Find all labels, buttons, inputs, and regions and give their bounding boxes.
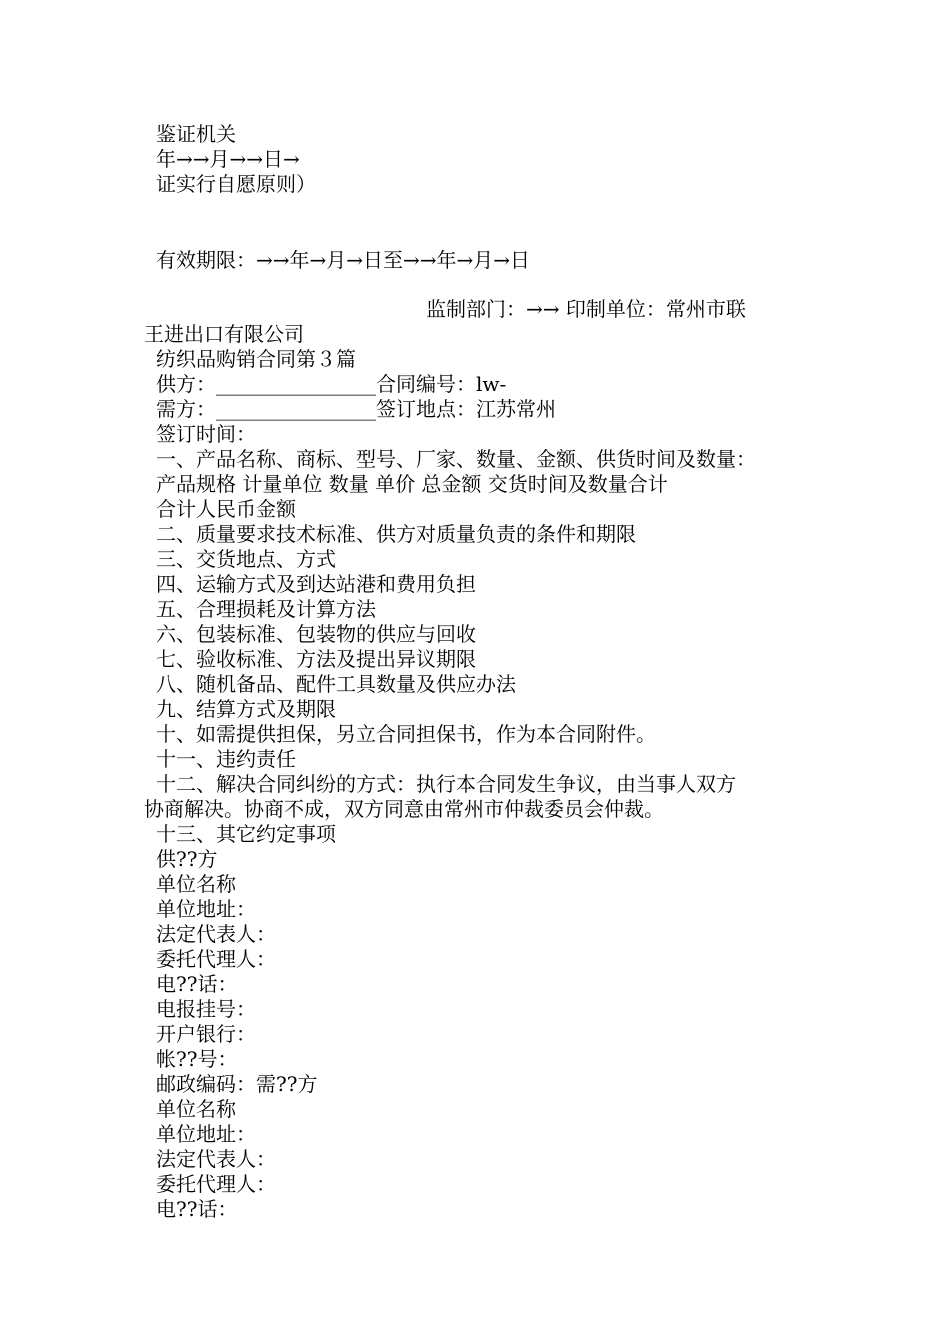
text-line: 六、包装标准、包装物的供应与回收 bbox=[156, 622, 476, 646]
text-line: 证实行自愿原则） bbox=[156, 172, 316, 196]
text-line: 八、随机备品、配件工具数量及供应办法 bbox=[156, 672, 516, 696]
text-line: 电??话： bbox=[156, 1197, 238, 1221]
text-line: 开户银行： bbox=[156, 1022, 256, 1046]
text-line: 电??话： bbox=[156, 972, 238, 996]
text-line: 法定代表人： bbox=[156, 922, 276, 946]
text-line: 纺织品购销合同第３篇 bbox=[156, 347, 356, 371]
text-line: 单位地址： bbox=[156, 1122, 256, 1146]
text-line: 年→→月→→日→ bbox=[156, 147, 300, 171]
text-line: 供??方 bbox=[156, 847, 218, 871]
text-line: 供方：________________合同编号：lw- bbox=[156, 372, 507, 396]
text-line: 合计人民币金额 bbox=[156, 497, 296, 521]
text-line: 十二、解决合同纠纷的方式：执行本合同发生争议，由当事人双方 bbox=[156, 772, 736, 796]
text-line: 十三、其它约定事项 bbox=[156, 822, 336, 846]
text-line: 七、验收标准、方法及提出异议期限 bbox=[156, 647, 476, 671]
text-line: 单位地址： bbox=[156, 897, 256, 921]
text-line: 一、产品名称、商标、型号、厂家、数量、金额、供货时间及数量： bbox=[156, 447, 756, 471]
text-line: 邮政编码：需??方 bbox=[156, 1072, 318, 1096]
text-line: 九、结算方式及期限 bbox=[156, 697, 336, 721]
text-line: 有效期限：→→年→月→日至→→年→月→日 bbox=[156, 248, 531, 272]
text-line: 产品规格 计量单位 数量 单价 总金额 交货时间及数量合计 bbox=[156, 472, 668, 496]
text-line: 协商解决。协商不成，双方同意由常州市仲裁委员会仲裁。 bbox=[144, 797, 664, 821]
text-line: 十一、违约责任 bbox=[156, 747, 296, 771]
text-line: 五、合理损耗及计算方法 bbox=[156, 597, 376, 621]
text-line: 单位名称 bbox=[156, 1097, 236, 1121]
text-line: 单位名称 bbox=[156, 872, 236, 896]
text-line: 帐??号： bbox=[156, 1047, 238, 1071]
text-line: 监制部门：→→ 印制单位：常州市联 bbox=[426, 297, 746, 321]
text-line: 委托代理人： bbox=[156, 1172, 276, 1196]
text-line: 委托代理人： bbox=[156, 947, 276, 971]
text-line: 法定代表人： bbox=[156, 1147, 276, 1171]
text-line: 鉴证机关 bbox=[156, 122, 236, 146]
text-line: 二、质量要求技术标准、供方对质量负责的条件和期限 bbox=[156, 522, 636, 546]
text-line: 签订时间： bbox=[156, 422, 256, 446]
text-line: 需方：________________签订地点：江苏常州 bbox=[156, 397, 556, 421]
text-line: 王进出口有限公司 bbox=[144, 322, 304, 346]
text-line: 四、运输方式及到达站港和费用负担 bbox=[156, 572, 476, 596]
text-line: 十、如需提供担保，另立合同担保书，作为本合同附件。 bbox=[156, 722, 656, 746]
text-line: 三、交货地点、方式 bbox=[156, 547, 336, 571]
text-line: 电报挂号： bbox=[156, 997, 256, 1021]
